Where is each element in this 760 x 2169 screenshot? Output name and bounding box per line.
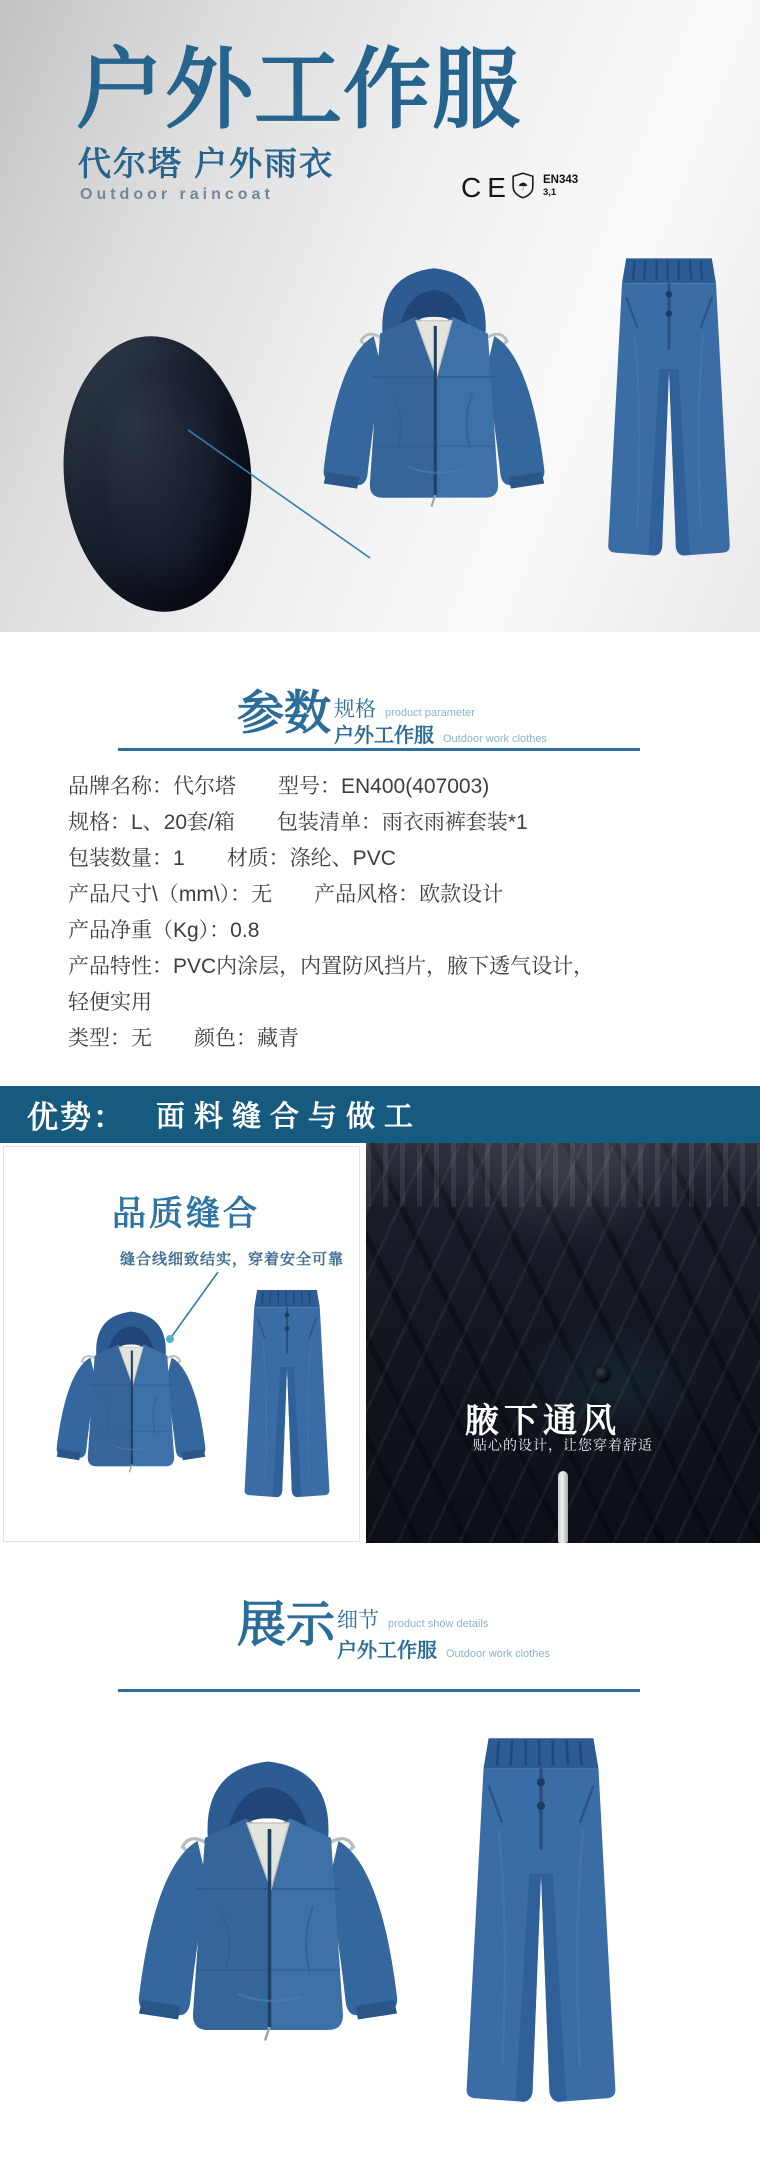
param-row [68,805,728,841]
vent-photo-panel [366,1143,760,1543]
snap-button [595,1367,610,1382]
param-segment: 产品净重（Kg）：0.8 [68,919,260,942]
param-row [68,877,728,913]
ce-mark: CE [461,172,512,203]
show-header-big: 展示 [237,1598,336,1652]
params-header-cn2: 户外工作服 [334,725,434,747]
params-header-big: 参数 [237,686,331,739]
hero-section [0,0,760,632]
param-segment: 产品尺寸\（mm\）：无 [68,883,273,906]
params-header-en1: product parameter [385,707,475,719]
advantage-title: 面料缝合与做工 [156,1101,423,1133]
show-header-line2 [337,1634,550,1663]
hero-subtitle: 代尔塔 户外雨衣 [78,145,335,182]
param-segment: 型号：EN400(407003) [278,775,490,798]
en343-code-label: EN343 [543,174,579,186]
params-header-line2 [334,719,547,748]
param-segment: 材质：涤纶、PVC [226,847,396,870]
detail-pants-image [448,1728,634,2117]
show-header-line1 [337,1604,488,1634]
quality-title: 品质缝合 [112,1195,260,1233]
show-section [0,1543,760,2169]
en343-shield-icon [510,172,536,199]
param-segment: 产品特性：PVC内涂层，内置防风挡片，腋下透气设计， [68,955,595,978]
param-segment: 包装清单：雨衣雨裤套装*1 [276,811,528,834]
param-row [68,841,728,877]
params-header-en2: Outdoor work clothes [443,733,547,745]
zipper-pull [558,1471,568,1543]
show-divider [118,1689,640,1692]
detail-jacket-image [103,1745,433,2090]
quality-desc: 缝合线细致结实，穿着安全可靠 [120,1251,345,1268]
params-divider [118,748,640,751]
vent-title: 腋下通风 [465,1402,621,1440]
param-segment: 产品风格：欧款设计 [314,883,504,906]
hero-pants-image [593,250,745,568]
en343-class-label: 3,1 [543,187,557,198]
show-header-cn2: 户外工作服 [337,1640,437,1662]
param-row [68,913,728,949]
hero-subtitle-en: Outdoor raincoat [80,186,274,203]
param-row [68,985,728,1021]
param-segment: 轻便实用 [68,991,152,1014]
show-header-cn1: 细节 [337,1609,379,1632]
param-row [68,949,728,985]
param-segment: 规格：L、20套/箱 [68,811,235,834]
param-row [68,769,728,805]
advantage-banner [0,1086,760,1143]
show-header-en1: product show details [388,1618,489,1630]
param-list [68,769,728,1057]
param-segment: 品牌名称：代尔塔 [68,775,236,798]
advantage-label: 优势： [27,1100,126,1135]
vent-desc: 贴心的设计，让您穿着舒适 [473,1437,653,1453]
page-title: 户外工作服 [76,40,522,139]
param-segment: 包装数量：1 [68,847,185,870]
hero-jacket-image [293,254,575,549]
quality-jacket-image [36,1302,226,1501]
quality-pants-image [234,1284,340,1506]
param-segment: 类型：无 [68,1027,152,1050]
show-header-en2: Outdoor work clothes [446,1648,550,1660]
param-row [68,1021,728,1057]
param-segment: 颜色：藏青 [194,1027,299,1050]
umbrella-icon: ☂ [517,180,529,194]
params-header-cn1: 规格 [334,698,376,721]
